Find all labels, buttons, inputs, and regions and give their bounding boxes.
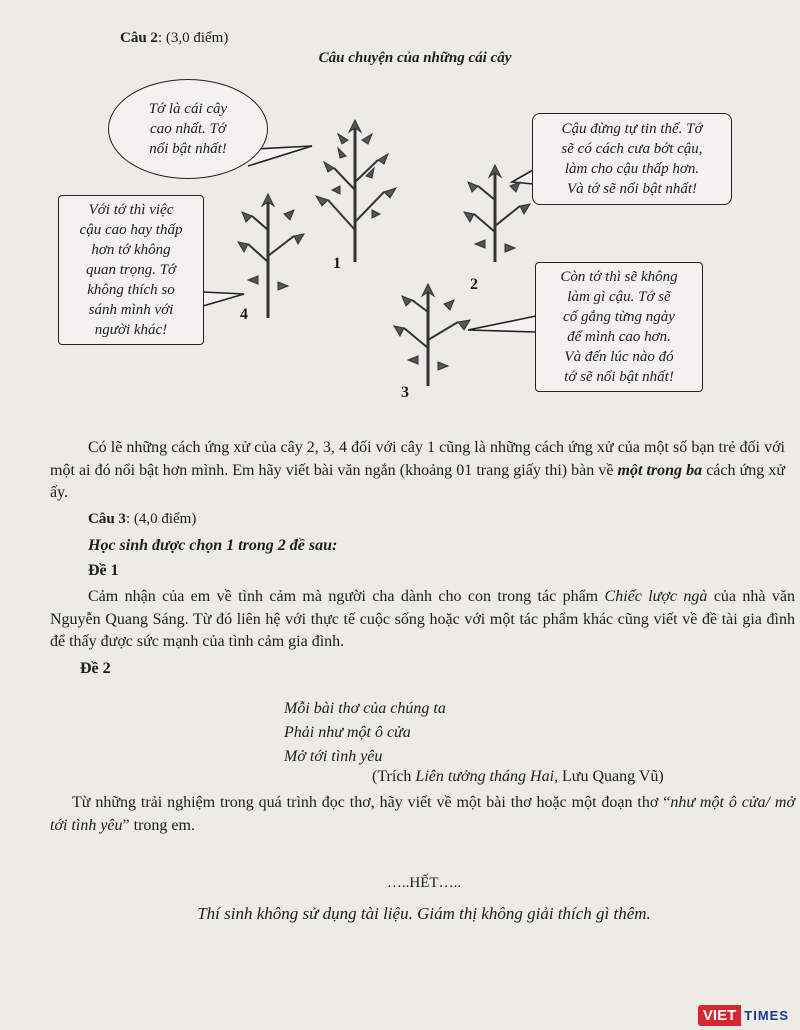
plant-number-1: 1 bbox=[333, 255, 341, 272]
citation-text: (Trích bbox=[372, 768, 416, 785]
plant-1 bbox=[316, 120, 396, 262]
paragraph-text: của nhà văn Nguyễn Quang Sáng. Từ đó liên hệ với thực tế cuộc sống hoặc với một tác phẩm khác cũng viết về đề tài gia đình để thấy được sức mạnh của tình cảm gia đình. bbox=[50, 588, 796, 650]
de-2-paragraph bbox=[50, 792, 795, 837]
bubble-line: quan trọng. Tớ bbox=[85, 262, 177, 278]
paragraph-text: Có lẽ những cách ứng xử của cây 2, 3, 4 đối với cây 1 cũng là những cách ứng xử của một số bạn trẻ đối với một ai đó nổi bật hơn mình. Em hãy viết bài văn ngắn (khoảng 01 trang giấy thi) bàn về bbox=[50, 439, 785, 479]
question-3-instruction: Học sinh được chọn 1 trong 2 đề sau: bbox=[88, 537, 338, 554]
plant-3 bbox=[394, 284, 470, 386]
end-mark: …..HẾT….. bbox=[386, 875, 462, 891]
bubble-line: cao nhất. Tớ bbox=[150, 121, 226, 137]
bubble-line: để mình cao hơn. bbox=[567, 329, 671, 345]
bubble-tail-3 bbox=[468, 316, 536, 332]
bubble-line: người khác! bbox=[94, 322, 168, 338]
citation-text: Lưu Quang Vũ) bbox=[558, 768, 664, 785]
bubble-line: Và đến lúc nào đó bbox=[564, 349, 674, 365]
bubble-line: nổi bật nhất! bbox=[149, 141, 227, 157]
poem-citation bbox=[372, 768, 664, 786]
speech-bubble-tree-4 bbox=[58, 195, 204, 345]
viettimes-logo bbox=[698, 1005, 792, 1026]
speech-bubble-tree-1 bbox=[108, 79, 268, 179]
bubble-line: cố gắng từng ngày bbox=[563, 309, 675, 325]
bubble-line: cậu cao hay thấp bbox=[79, 222, 183, 238]
logo-part-2: TIMES bbox=[744, 1008, 789, 1023]
poem-line: Phải như một ô cửa bbox=[284, 724, 411, 741]
bubble-line: làm gì cậu. Tớ sẽ bbox=[567, 289, 671, 305]
paragraph-text: ” trong em. bbox=[122, 816, 195, 834]
bubble-line: sẽ có cách cưa bớt cậu, bbox=[561, 141, 703, 157]
bubble-line: Với tớ thì việc bbox=[88, 202, 174, 218]
bubble-line: Và tớ sẽ nổi bật nhất! bbox=[566, 181, 698, 197]
de-2-label: Đề 2 bbox=[80, 660, 111, 677]
bubble-line: không thích so bbox=[87, 282, 175, 298]
bubble-line: Cậu đừng tự tin thế. Tớ bbox=[561, 121, 703, 137]
paragraph-text: Cảm nhận của em về tình cảm mà người cha dành cho con trong tác phẩm bbox=[88, 588, 605, 605]
question-3-label: Câu 3 bbox=[88, 511, 126, 527]
bubble-line: làm cho cậu thấp hơn. bbox=[564, 161, 700, 177]
bubble-line: hơn tớ không bbox=[91, 242, 171, 258]
speech-bubble-tree-3 bbox=[535, 262, 703, 392]
question-2-paragraph bbox=[50, 437, 785, 505]
story-title: Câu chuyện của những cái cây bbox=[318, 50, 512, 66]
bubble-line: Còn tớ thì sẽ không bbox=[560, 269, 678, 285]
bubble-line: tớ sẽ nổi bật nhất! bbox=[564, 369, 674, 385]
plant-number-2: 2 bbox=[470, 276, 478, 293]
exam-note: Thí sinh không sử dụng tài liệu. Giám thị không giải thích gì thêm. bbox=[197, 904, 651, 923]
bubble-tail-2 bbox=[512, 170, 533, 184]
paragraph-text: cách ứng xử ấy. bbox=[50, 461, 785, 501]
paragraph-text: Từ những trải nghiệm trong quá trình đọc thơ, hãy viết về một bài thơ hoặc một đoạn thơ “ bbox=[72, 794, 671, 811]
plant-number-3: 3 bbox=[401, 384, 409, 401]
bubble-tail-4 bbox=[203, 292, 244, 306]
plant-4 bbox=[238, 194, 304, 318]
work-title: Chiếc lược ngà bbox=[604, 588, 708, 605]
de-1-label: Đề 1 bbox=[88, 562, 119, 579]
quoted-phrase: như một ô cửa/ mở tới tình yêu bbox=[50, 794, 795, 834]
de-1-paragraph bbox=[50, 586, 795, 654]
question-2-label: Câu 2 bbox=[120, 30, 158, 46]
poem-line: Mở tới tình yêu bbox=[284, 748, 383, 765]
bubble-line: sánh mình với bbox=[88, 302, 174, 318]
citation-work: Liên tưởng tháng Hai, bbox=[415, 768, 559, 785]
poem-excerpt bbox=[284, 697, 446, 769]
question-2-points: : (3,0 điểm) bbox=[157, 30, 229, 46]
poem-line: Mỗi bài thơ của chúng ta bbox=[284, 700, 446, 717]
question-3-points: : (4,0 điểm) bbox=[125, 511, 197, 527]
logo-part-1: VIET bbox=[698, 1005, 741, 1026]
question-3-heading bbox=[88, 511, 196, 528]
paragraph-emphasis: một trong ba bbox=[617, 461, 703, 479]
plant-number-4: 4 bbox=[240, 306, 248, 323]
speech-bubble-tree-2 bbox=[532, 113, 732, 205]
bubble-line: Tớ là cái cây bbox=[148, 101, 228, 117]
